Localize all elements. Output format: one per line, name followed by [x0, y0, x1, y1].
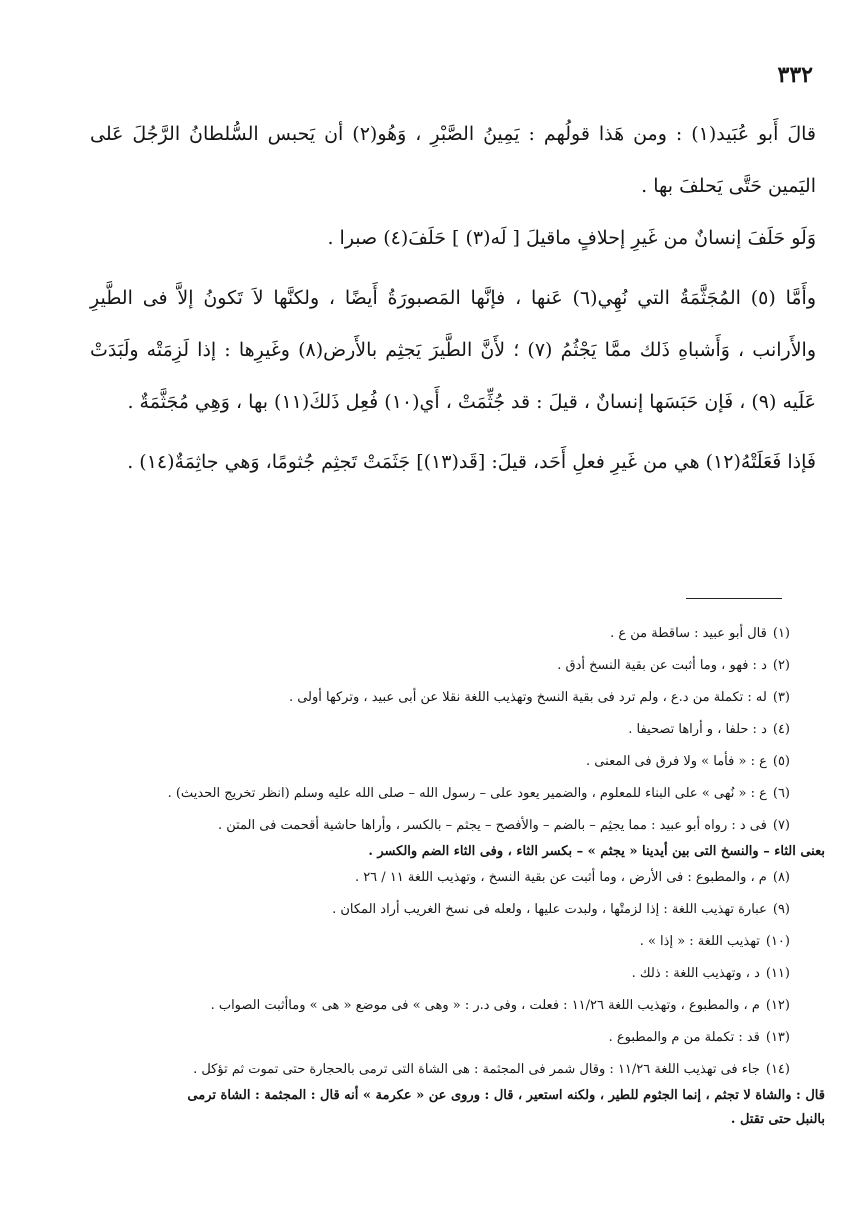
footnote-7-continuation	[110, 842, 825, 862]
footnote-number: (٤)	[772, 722, 790, 737]
footnote-text: تهذيب اللغة : « إذا » .	[639, 934, 760, 949]
footnote-number: (١٢)	[765, 998, 790, 1013]
footnote-text: عبارة تهذيب اللغة : إذا لزمتْها ، ولبدت عليها ، ولعله فى نسخ الغريب أراد المكان .	[332, 902, 767, 917]
footnote-number: (١١)	[765, 966, 790, 981]
page-number: ٣٣٢	[777, 62, 813, 88]
footnote-number: (٢)	[772, 658, 790, 673]
footnote-11	[110, 958, 790, 990]
footnote-number: (٨)	[772, 870, 790, 885]
footnote-number: (٩)	[772, 902, 790, 917]
footnote-number: (٦)	[772, 786, 790, 801]
footnote-number: (١٤)	[765, 1062, 790, 1077]
footnote-6	[110, 778, 790, 810]
footnote-separator	[686, 598, 782, 599]
footnote-9	[110, 894, 790, 926]
footnote-text: له : تكملة من د.ع ، ولم ترد فى بقية النسخ وتهذيب اللغة نقلا عن أبى عبيد ، وتركها أولى .	[288, 690, 767, 705]
footnote-14-continuation-1	[110, 1086, 825, 1106]
main-text	[90, 108, 816, 488]
footnote-number: (١٠)	[765, 934, 790, 949]
paragraph-4: فَإذا فَعَلَتْهُ(١٢) هي من غَيرِ فعلِ أَحَد، قيلَ: [قَد(١٣)] جَثَمَتْ تَجثِم جُثومًا، وَهي جاثِمَةٌ(١٤) .	[127, 451, 816, 473]
paragraph-3: وأَمَّا (٥) المُجَثَّمَةُ التي نُهِي(٦) عَنها ، فإنَّها المَصبورَةُ أَيضًا ، ولكنَّها لاَ تَكونُ إلاَّ فى الطَّيرِ والأَرانب ، وَأَشباهِ ذَلك ممَّا يَجْثُمُ (٧) ؛ لأَنَّ الطَّيرَ يَجثِم بالأَرض(٨) وغَيرِها : إذا لَزِمَتْه ولَبَدَتْ عَلَيه (٩) ، فَإن حَبَسَها إنسانٌ ، قيلَ : قد جُثِّمَتْ ، أَي(١٠) فُعِل ذَلكَ(١١) بها ، وَهِي مُجَثَّمَةٌ .	[90, 287, 817, 413]
footnote-text: قد : تكملة من م والمطبوع .	[608, 1030, 760, 1045]
footnote-number: (١٣)	[765, 1030, 790, 1045]
footnote-1	[110, 618, 790, 650]
footnote-text: م ، والمطبوع : فى الأرض ، وما أثبت عن بقية النسخ ، وتهذيب اللغة ١١ / ٢٦ .	[354, 870, 767, 885]
footnote-5	[110, 746, 790, 778]
footnote-text: ع : « فأما » ولا فرق فى المعنى .	[586, 754, 767, 769]
footnote-text: فى د : رواه أبو عبيد : مما يجثِم – بالضم – والأفصح – يجثم – بالكسر ، وأراها حاشية أقحمت فى المتن .	[217, 818, 767, 833]
footnote-text: د : حلفا ، و أراها تصحيفا .	[628, 722, 767, 737]
footnote-12	[110, 990, 790, 1022]
footnote-3	[110, 682, 790, 714]
footnote-text: م ، والمطبوع ، وتهذيب اللغة ١١/٢٦ : فعلت ، وفى د.ر : « وهى » فى موضع « هى » وماأثبت الصواب .	[210, 998, 760, 1013]
footnote-number: (٧)	[772, 818, 790, 833]
footnote-text: د : فهو ، وما أثبت عن بقية النسخ أدق .	[557, 658, 767, 673]
footnote-text: ع : « نُهى » على البناء للمعلوم ، والضمير يعود على – رسول الله – صلى الله عليه وسلم (انظر تخريج الحديث) .	[167, 786, 767, 801]
footnote-4	[110, 714, 790, 746]
footnote-10	[110, 926, 790, 958]
paragraph-1: قالَ أَبو عُبَيد(١) : ومن هَذا قولُهم : يَمِينُ الصَّبْرِ ، وَهُو(٢) أن يَحبس السُّلطانُ الرَّجُلَ عَلى اليَمين حَتَّى يَحلفَ بها .	[90, 123, 816, 197]
footnote-text: جاء فى تهذيب اللغة ١١/٢٦ : وقال شمر فى المجثمة : هى الشاة التى ترمى بالحجارة حتى تموت ثم تؤكل .	[193, 1062, 760, 1077]
footnote-8	[110, 862, 790, 894]
footnote-text: د ، وتهذيب اللغة : ذلك .	[631, 966, 760, 981]
footnote-text: بالنبل حتى تقتل .	[730, 1112, 825, 1127]
footnote-number: (١)	[772, 626, 790, 641]
footnote-text: قال أبو عبيد : ساقطة من ع .	[610, 626, 767, 641]
paragraph-2: وَلَو حَلَفَ إنسانٌ من غَيرِ إحلافٍ ماقيلَ [ لَه(٣) ] حَلَفَ(٤) صبرا .	[327, 227, 816, 249]
footnote-14-continuation-2	[110, 1106, 825, 1134]
footnote-13	[110, 1022, 790, 1054]
footnote-text: قال : والشاة لا تجثم ، إنما الجثوم للطير ، ولكنه استعير ، قال : وروى عن « عكرمة » أنه قال : المجثمة : الشاة ترمى	[187, 1088, 825, 1103]
footnote-text: بعنى الثاء – والنسخ التى بين أيدينا « يجثم » – بكسر الثاء ، وفى الثاء الضم والكسر .	[368, 844, 825, 859]
footnote-2	[110, 650, 790, 682]
footnote-7	[110, 810, 790, 842]
footnote-number: (٣)	[772, 690, 790, 705]
footnote-14	[110, 1054, 790, 1086]
footnote-number: (٥)	[772, 754, 790, 769]
footnotes	[110, 618, 825, 1134]
